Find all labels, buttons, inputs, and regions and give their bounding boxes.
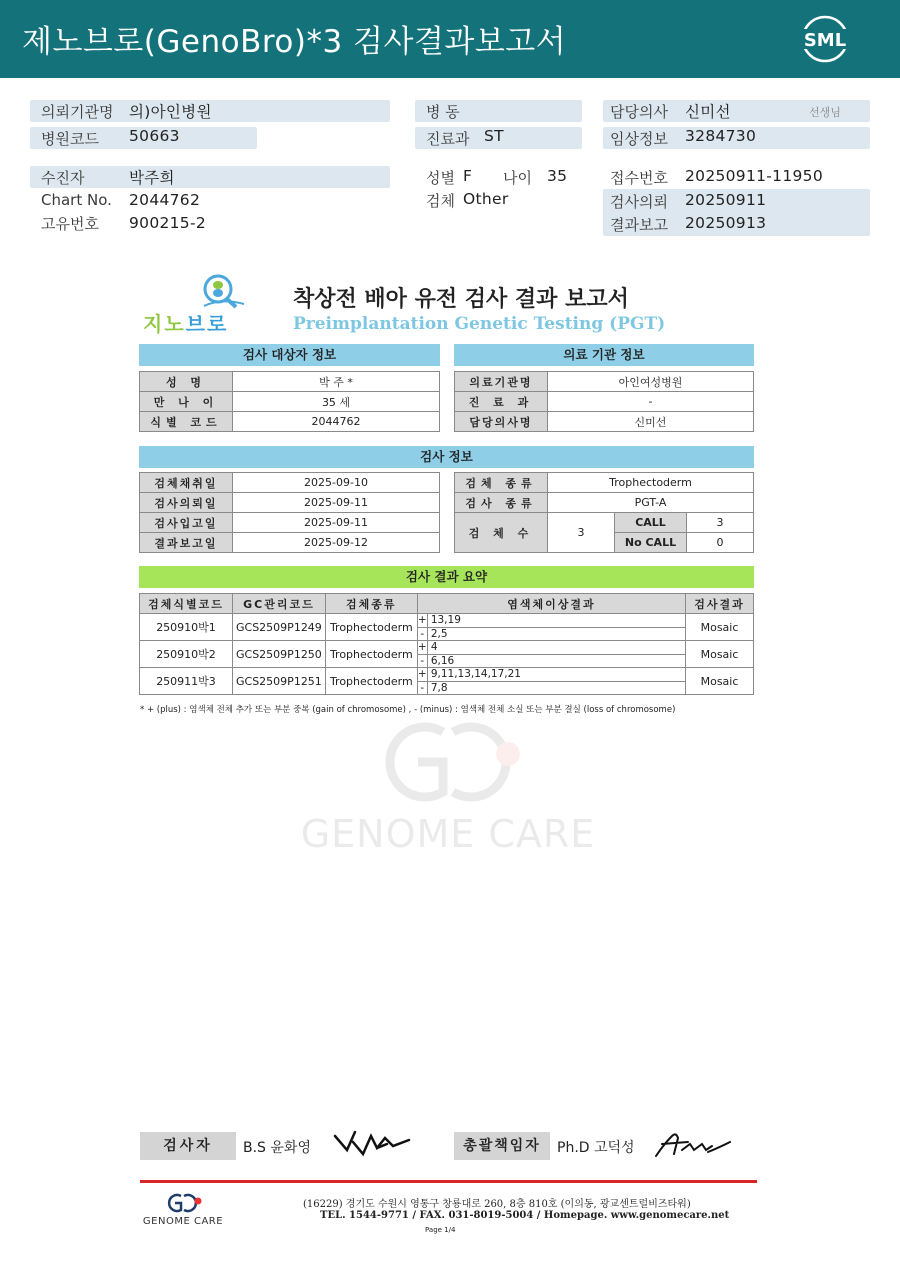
institution-info-value: 아인여성병원	[548, 372, 754, 392]
summary-result: Mosaic	[686, 668, 754, 695]
specimen-label: 검체	[426, 192, 455, 210]
legend-note: * + (plus) : 염색체 전체 추가 또는 부분 중복 (gain of chromosome) , - (minus) : 염색체 전체 소실 또는 부분 결실 (loss of chromosome)	[140, 705, 676, 715]
institution-info-label: 담당의사명	[455, 412, 548, 432]
genome-care-logo-icon	[163, 1192, 203, 1214]
institution-value: 의)아인병원	[129, 103, 212, 121]
sex-label: 성별	[426, 169, 455, 187]
test-date-label: 검체채취일	[140, 473, 233, 493]
plus-sign: +	[417, 641, 427, 653]
plus-sign: +	[417, 614, 427, 626]
page-title: 제노브로(GenoBro)*3 검사결과보고서	[22, 24, 567, 60]
test-date-value: 2025-09-11	[233, 513, 440, 533]
subject-value: 박 주 *	[233, 372, 440, 392]
institution-table	[454, 371, 754, 432]
summary-gc: GCS2509P1251	[233, 668, 326, 695]
loss-value: 6,16	[430, 655, 455, 667]
genome-care-logo-text: GENOME CARE	[142, 1216, 224, 1227]
institution-section-header: 의료 기관 정보	[454, 344, 754, 366]
specimen-value: Other	[463, 190, 509, 208]
watermark-text: GENOME CARE	[300, 812, 596, 856]
summary-gc: GCS2509P1249	[233, 614, 326, 641]
subject-table	[139, 371, 440, 432]
summary-chromosome	[417, 641, 685, 668]
specimen-type-row	[455, 473, 754, 493]
chart-value: 2044762	[129, 191, 201, 209]
subject-label: 식별 코드	[140, 412, 233, 432]
call-value: 3	[687, 513, 754, 533]
footer-address: (16229) 경기도 수원시 영통구 창룡대로 260, 8층 810호 (이의동, 광교센트럴비즈타워)	[303, 1199, 691, 1210]
specimen-count-label: 검 체 수	[455, 513, 548, 553]
institution-info-label: 의료기관명	[455, 372, 548, 392]
test-date-row	[140, 493, 440, 513]
brand-part1: 지노	[143, 312, 186, 336]
nocall-value: 0	[687, 533, 754, 553]
test-date-value: 2025-09-11	[233, 493, 440, 513]
report-title: 착상전 배아 유전 검사 결과 보고서	[293, 287, 629, 312]
subject-section-header: 검사 대상자 정보	[139, 344, 440, 366]
summary-id: 250910박1	[140, 614, 233, 641]
subject-value: 2044762	[233, 412, 440, 432]
summary-chromosome	[417, 614, 685, 641]
institution-label: 의뢰기관명	[41, 103, 114, 121]
minus-sign: -	[418, 655, 428, 667]
genobro-logo-icon	[196, 272, 246, 312]
subject-label: 성 명	[140, 372, 233, 392]
subject-label: 만 나 이	[140, 392, 233, 412]
call-label: CALL	[615, 513, 687, 533]
institution-info-label: 진 료 과	[455, 392, 548, 412]
summary-header-cell: 검체식별코드	[140, 594, 233, 614]
minus-sign: -	[418, 628, 428, 640]
summary-id: 250911박3	[140, 668, 233, 695]
clinical-value: 3284730	[685, 127, 757, 145]
test-date-label: 검사입고일	[140, 513, 233, 533]
age-label: 나이	[503, 169, 532, 187]
genobro-brand-text	[143, 308, 228, 337]
watermark-logo-icon	[373, 712, 523, 807]
patient-value: 박주희	[129, 169, 175, 187]
doctor-label: 담당의사	[610, 103, 668, 121]
report-label: 결과보고	[610, 216, 668, 234]
summary-header-cell: GC관리코드	[233, 594, 326, 614]
institution-row	[455, 372, 754, 392]
tester-name: B.S 윤화영	[243, 1140, 311, 1156]
unique-value: 900215-2	[129, 214, 207, 232]
test-date-label: 검사의뢰일	[140, 493, 233, 513]
summary-type: Trophectoderm	[325, 668, 417, 695]
hospital-code-label: 병원코드	[41, 130, 99, 148]
summary-row	[140, 668, 754, 695]
test-date-value: 2025-09-12	[233, 533, 440, 553]
request-value: 20250911	[685, 191, 767, 209]
call-row	[455, 513, 754, 533]
summary-row	[140, 614, 754, 641]
summary-header-cell: 염색체이상결과	[417, 594, 685, 614]
test-section-header: 검사 정보	[139, 446, 754, 468]
summary-type: Trophectoderm	[325, 641, 417, 668]
institution-info-value: -	[548, 392, 754, 412]
summary-header-cell: 검체종류	[325, 594, 417, 614]
footer-page-number: Page 1/4	[425, 1226, 456, 1234]
hospital-code-value: 50663	[129, 127, 180, 145]
institution-info-value: 신미선	[548, 412, 754, 432]
test-date-row	[140, 513, 440, 533]
tester-signature-icon	[333, 1128, 413, 1160]
chart-label: Chart No.	[41, 191, 112, 209]
director-signature-icon	[652, 1126, 732, 1162]
brand-part2: 브로	[185, 312, 229, 336]
loss-value: 7,8	[430, 682, 448, 694]
test-date-row	[140, 473, 440, 493]
gain-value: 13,19	[430, 614, 461, 626]
specimen-type-value: Trophectoderm	[548, 473, 754, 493]
summary-type: Trophectoderm	[325, 614, 417, 641]
summary-table	[139, 593, 754, 695]
gain-value: 9,11,13,14,17,21	[430, 668, 521, 680]
sml-logo-icon	[800, 14, 850, 64]
loss-value: 2,5	[430, 628, 448, 640]
specimen-count-value: 3	[548, 513, 615, 553]
summary-id: 250910박2	[140, 641, 233, 668]
unique-label: 고유번호	[41, 215, 99, 233]
test-date-label: 결과보고일	[140, 533, 233, 553]
test-type-table	[454, 472, 754, 553]
summary-result: Mosaic	[686, 641, 754, 668]
institution-row	[455, 412, 754, 432]
summary-header-row	[140, 594, 754, 614]
genome-care-watermark	[278, 712, 618, 862]
test-dates-table	[139, 472, 440, 553]
subject-row	[140, 412, 440, 432]
tester-label: 검사자	[140, 1132, 236, 1160]
request-label: 검사의뢰	[610, 193, 668, 211]
summary-header-cell: 검사결과	[686, 594, 754, 614]
dept-label: 진료과	[426, 130, 470, 148]
sml-logo-text: SML	[803, 30, 847, 51]
sex-value: F	[463, 167, 473, 185]
report-subtitle: Preimplantation Genetic Testing (PGT)	[293, 314, 666, 334]
test-type-value: PGT-A	[548, 493, 754, 513]
genome-care-logo	[137, 1192, 229, 1232]
plus-sign: +	[417, 668, 427, 680]
header-bar	[0, 0, 900, 78]
subject-value: 35 세	[233, 392, 440, 412]
dept-value: ST	[484, 127, 504, 145]
report-value: 20250913	[685, 214, 767, 232]
footer-divider	[140, 1180, 757, 1183]
subject-row	[140, 372, 440, 392]
summary-gc: GCS2509P1250	[233, 641, 326, 668]
nocall-label: No CALL	[615, 533, 687, 553]
director-name: Ph.D 고덕성	[557, 1140, 635, 1156]
test-date-row	[140, 533, 440, 553]
summary-result: Mosaic	[686, 614, 754, 641]
age-value: 35	[547, 167, 568, 185]
doctor-value: 신미선	[685, 103, 731, 121]
receipt-label: 접수번호	[610, 169, 668, 187]
subject-row	[140, 392, 440, 412]
summary-row	[140, 641, 754, 668]
specimen-type-label: 검체 종류	[455, 473, 548, 493]
test-type-label: 검사 종류	[455, 493, 548, 513]
footer-contact: TEL. 1544-9771 / FAX. 031-8019-5004 / Homepage. www.genomecare.net	[320, 1210, 730, 1221]
director-label: 총괄책임자	[454, 1132, 550, 1160]
clinical-label: 임상정보	[610, 130, 668, 148]
doctor-suffix: 선생님	[809, 106, 841, 119]
institution-row	[455, 392, 754, 412]
summary-chromosome	[417, 668, 685, 695]
summary-section-header: 검사 결과 요약	[139, 566, 754, 588]
ward-label: 병 동	[426, 103, 460, 121]
gain-value: 4	[430, 641, 438, 653]
patient-label: 수진자	[41, 169, 85, 187]
test-date-value: 2025-09-10	[233, 473, 440, 493]
receipt-value: 20250911-11950	[685, 167, 823, 185]
minus-sign: -	[418, 682, 428, 694]
test-type-row	[455, 493, 754, 513]
